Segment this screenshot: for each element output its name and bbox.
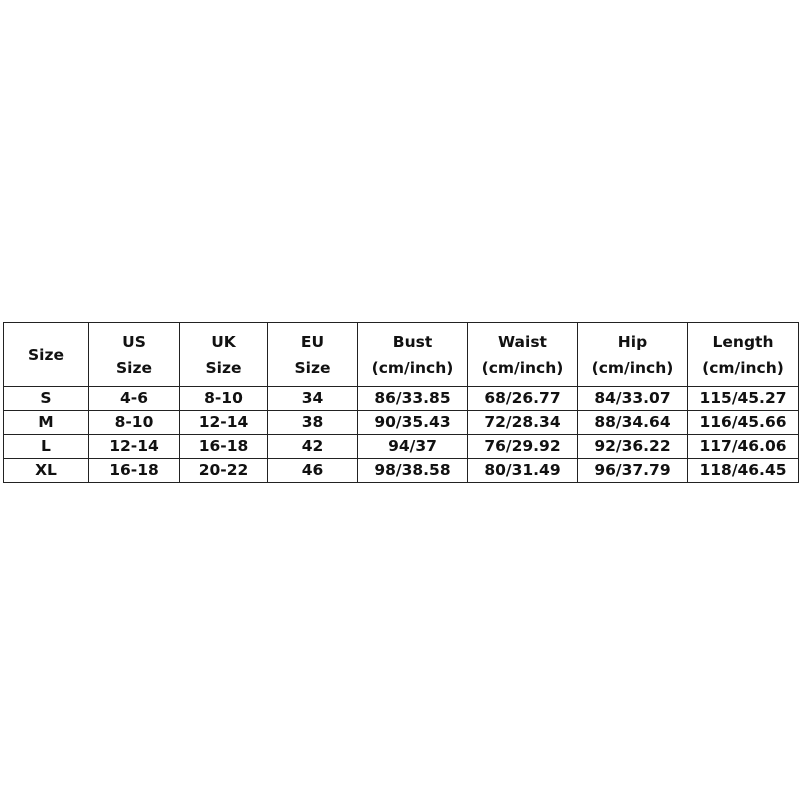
header-us-line2: Size <box>115 358 152 377</box>
header-us-line1: US <box>122 332 146 351</box>
table-cell-hip: 84/33.07 <box>578 387 688 411</box>
header-eu-line1: EU <box>300 332 325 351</box>
table-cell-size: L <box>4 435 89 459</box>
table-row <box>4 435 799 459</box>
table-row <box>4 459 799 483</box>
header-waist <box>468 323 578 387</box>
header-row <box>4 323 799 387</box>
table-cell-us: 8-10 <box>89 411 180 435</box>
table-cell-bust: 86/33.85 <box>358 387 468 411</box>
table-cell-bust: 90/35.43 <box>358 411 468 435</box>
table-cell-hip: 92/36.22 <box>578 435 688 459</box>
table-cell-eu: 46 <box>268 459 358 483</box>
table-cell-size: XL <box>4 459 89 483</box>
header-waist-line2: (cm/inch) <box>481 358 564 377</box>
header-uk-line1: UK <box>211 332 236 351</box>
size-chart-table <box>3 322 799 483</box>
table-cell-uk: 16-18 <box>180 435 268 459</box>
table-row <box>4 387 799 411</box>
header-us-size <box>89 323 180 387</box>
table-cell-length: 118/46.45 <box>688 459 799 483</box>
table-cell-size: S <box>4 387 89 411</box>
table-cell-waist: 68/26.77 <box>468 387 578 411</box>
table-cell-uk: 12-14 <box>180 411 268 435</box>
header-eu-line2: Size <box>294 358 331 377</box>
table-cell-uk: 8-10 <box>180 387 268 411</box>
table-cell-waist: 72/28.34 <box>468 411 578 435</box>
table-cell-bust: 98/38.58 <box>358 459 468 483</box>
table-cell-eu: 38 <box>268 411 358 435</box>
table-cell-length: 115/45.27 <box>688 387 799 411</box>
header-bust <box>358 323 468 387</box>
header-length-line1: Length <box>712 332 774 351</box>
table-cell-waist: 80/31.49 <box>468 459 578 483</box>
table-cell-us: 16-18 <box>89 459 180 483</box>
header-waist-line1: Waist <box>498 332 547 351</box>
table-cell-waist: 76/29.92 <box>468 435 578 459</box>
table-cell-eu: 42 <box>268 435 358 459</box>
header-size <box>4 323 89 387</box>
table-cell-uk: 20-22 <box>180 459 268 483</box>
header-bust-line2: (cm/inch) <box>371 358 454 377</box>
table-cell-us: 12-14 <box>89 435 180 459</box>
table-cell-size: M <box>4 411 89 435</box>
table-cell-length: 116/45.66 <box>688 411 799 435</box>
table-cell-us: 4-6 <box>89 387 180 411</box>
header-uk-size <box>180 323 268 387</box>
header-uk-line2: Size <box>205 358 242 377</box>
table-cell-length: 117/46.06 <box>688 435 799 459</box>
header-eu-size <box>268 323 358 387</box>
header-size-label: Size <box>27 345 64 364</box>
table-cell-eu: 34 <box>268 387 358 411</box>
table-cell-hip: 96/37.79 <box>578 459 688 483</box>
table-cell-hip: 88/34.64 <box>578 411 688 435</box>
header-hip-line2: (cm/inch) <box>591 358 674 377</box>
header-length-line2: (cm/inch) <box>702 358 784 377</box>
table-row <box>4 411 799 435</box>
header-bust-line1: Bust <box>392 332 433 351</box>
table-cell-bust: 94/37 <box>358 435 468 459</box>
header-hip <box>578 323 688 387</box>
header-length <box>688 323 799 387</box>
header-hip-line1: Hip <box>617 332 648 351</box>
